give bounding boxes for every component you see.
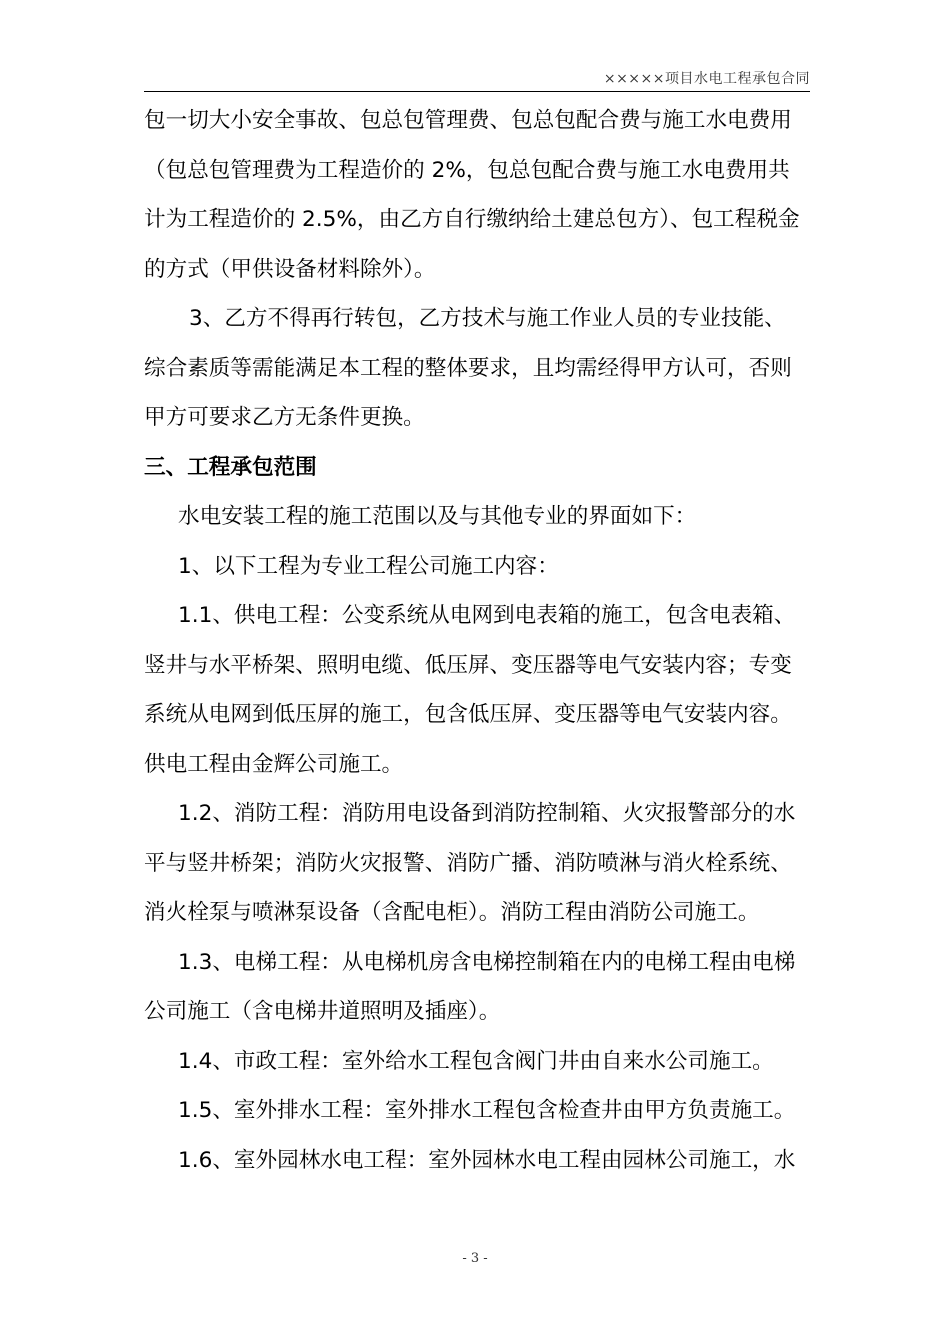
body-line: 计为工程造价的 2.5%，由乙方自行缴纳给土建总包方）、包工程税金 (144, 207, 800, 232)
body-line: 平与竖井桥架；消防火灾报警、消防广播、消防喷淋与消火栓系统、 (144, 850, 792, 876)
body-line: 1.1、供电工程：公变系统从电网到电表箱的施工，包含电表箱、 (178, 603, 796, 628)
body-line: 1.5、室外排水工程：室外排水工程包含检查井由甲方负责施工。 (178, 1098, 796, 1123)
body-line: 竖井与水平桥架、照明电缆、低压屏、变压器等电气安装内容；专变 (144, 652, 792, 678)
running-header: ×××××项目水电工程承包合同 (603, 71, 810, 87)
page-number: - 3 - (462, 1251, 488, 1266)
body-line: 供电工程由金辉公司施工。 (144, 751, 404, 777)
body-line: 的方式（甲供设备材料除外）。 (144, 256, 436, 282)
body-line: 综合素质等需能满足本工程的整体要求，且均需经得甲方认可，否则 (144, 355, 792, 381)
body-line: 1、以下工程为专业工程公司施工内容： (178, 553, 559, 579)
body-line: 公司施工（含电梯井道照明及插座）。 (144, 999, 501, 1024)
body-line: 1.4、市政工程：室外给水工程包含阀门井由自来水公司施工。 (178, 1048, 774, 1074)
body-line: 1.6、室外园林水电工程：室外园林水电工程由园林公司施工，水 (178, 1147, 796, 1173)
body-line: 1.3、电梯工程：从电梯机房含电梯控制箱在内的电梯工程由电梯 (178, 949, 796, 975)
header-rule (144, 91, 810, 92)
body-line: 水电安装工程的施工范围以及与其他专业的界面如下： (178, 504, 697, 529)
body-line: 消火栓泵与喷淋泵设备（含配电柜）。消防工程由消防公司施工。 (144, 900, 760, 925)
page-body (144, 96, 810, 1185)
section-heading: 三、工程承包范围 (144, 454, 317, 480)
body-line: 甲方可要求乙方无条件更换。 (144, 405, 425, 430)
body-line: 1.2、消防工程：消防用电设备到消防控制箱、火灾报警部分的水 (178, 801, 796, 826)
body-line: 包一切大小安全事故、包总包管理费、包总包配合费与施工水电费用 (144, 108, 792, 133)
body-line: （包总包管理费为工程造价的 2%，包总包配合费与施工水电费用共 (144, 157, 790, 183)
body-line: 3、乙方不得再行转包，乙方技术与施工作业人员的专业技能、 (189, 306, 786, 331)
body-line: 系统从电网到低压屏的施工，包含低压屏、变压器等电气安装内容。 (144, 702, 792, 727)
